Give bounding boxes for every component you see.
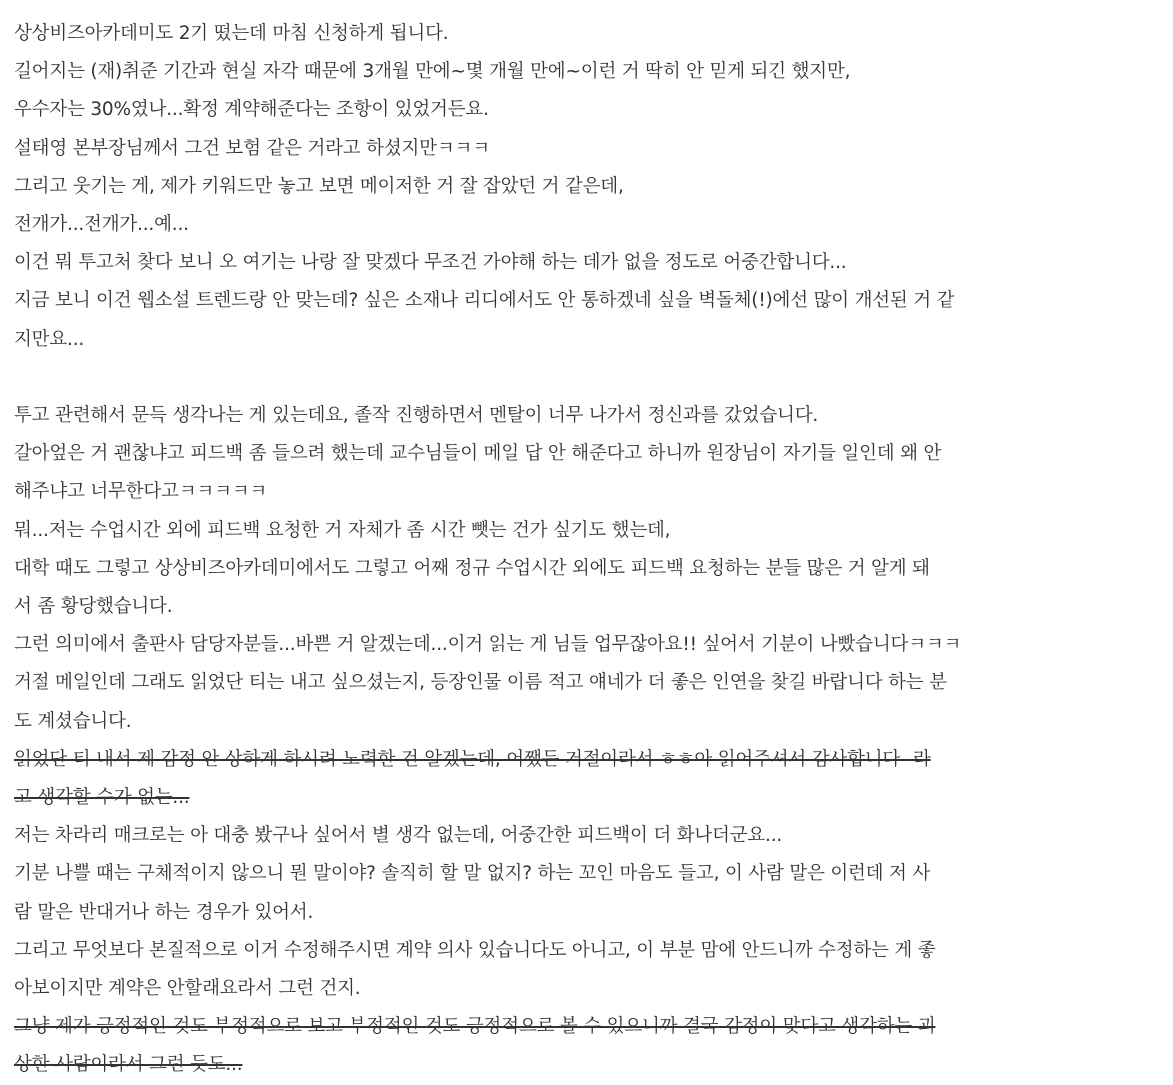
text-line: 그리고 웃기는 게, 제가 키워드만 놓고 보면 메이저한 거 잘 잡았던 거 같은데, [14, 175, 624, 197]
text-line: 그런 의미에서 출판사 담당자분들...바쁜 거 알겠는데...이거 읽는 게 님들 업무잖아요!! 싶어서 기분이 나빴습니다ㅋㅋㅋ [14, 634, 962, 656]
text-line: 기분 나쁠 때는 구체적이지 않으니 뭔 말이야? 솔직히 할 말 없지? 하는 꼬인 마음도 들고, 이 사람 말은 이런데 저 사 [14, 863, 931, 885]
text-line: 전개가...전개가...예... [14, 214, 189, 236]
text-line: 도 계셨습니다. [14, 710, 132, 732]
text-line: 거절 메일인데 그래도 읽었단 티는 내고 싶으셨는지, 등장인물 이름 적고 얘네가 더 좋은 인연을 찾길 바랍니다 하는 분 [14, 672, 947, 694]
text-line: 대학 때도 그렇고 상상비즈아카데미에서도 그렇고 어째 정규 수업시간 외에도 피드백 요청하는 분들 많은 거 알게 돼 [14, 557, 930, 579]
text-line: 길어지는 (재)취준 기간과 현실 자각 때문에 3개월 만에~몇 개월 만에~이런 거 딱히 안 믿게 되긴 했지만, [14, 61, 851, 83]
text-line: 상상비즈아카데미도 2기 떴는데 마침 신청하게 됩니다. [14, 23, 449, 44]
text-line: 저는 차라리 매크로는 아 대충 봤구나 싶어서 별 생각 없는데, 어중간한 피드백이 더 화나더군요... [14, 825, 783, 847]
text-line: 아보이지만 계약은 안할래요라서 그런 건지. [14, 978, 361, 1000]
strikethrough-line: 고 생각할 수가 없는... [14, 787, 190, 809]
text-line: 지금 보니 이건 웹소설 트렌드랑 안 맞는데? 싶은 소재나 리디에서도 안 통하겠네 싶을 벽돌체(!)에선 많이 개선된 거 같 [14, 290, 955, 312]
text-line: 지만요... [14, 328, 85, 350]
text-line: 갈아엎은 거 괜찮냐고 피드백 좀 들으려 했는데 교수님들이 메일 답 안 해준다고 하니까 원장님이 자기들 일인데 왜 안 [14, 443, 942, 465]
text-line: 이건 뭐 투고처 찾다 보니 오 여기는 나랑 잘 맞겠다 무조건 가야해 하는 데가 없을 정도로 어중간합니다... [14, 252, 847, 274]
strikethrough-line: 그냥 제가 긍정적인 것도 부정적으로 보고 부정적인 것도 긍정적으로 볼 수 있으니까 결국 감정이 맞다고 생각하는 괴 [14, 1016, 936, 1038]
text-line: 우수자는 30%였나...확정 계약해준다는 조항이 있었거든요. [14, 99, 489, 121]
text-line: 투고 관련해서 문득 생각나는 게 있는데요, 졸작 진행하면서 멘탈이 너무 나가서 정신과를 갔었습니다. [14, 405, 819, 427]
text-line: 그리고 무엇보다 본질적으로 이거 수정해주시면 계약 의사 있습니다도 아니고, 이 부분 맘에 안드니까 수정하는 게 좋 [14, 939, 936, 961]
strikethrough-line: 읽었단 티 내서 제 감정 안 상하게 하시려 노력한 건 알겠는데, 어쨌든 거절이라서 ㅎㅎ아 읽어주셔서 감사합니다--라 [14, 748, 931, 770]
text-line: 해주냐고 너무한다고ㅋㅋㅋㅋㅋ [14, 481, 268, 503]
strikethrough-line: 상한 사람이라서 그런 듯도... [14, 1054, 243, 1076]
post-body [14, 15, 1154, 1085]
text-line: 서 좀 황당했습니다. [14, 596, 173, 618]
text-line: 설태영 본부장님께서 그건 보험 같은 거라고 하셨지만ㅋㅋㅋ [14, 137, 490, 159]
text-line: 뭐...저는 수업시간 외에 피드백 요청한 거 자체가 좀 시간 뺏는 건가 싶기도 했는데, [14, 519, 671, 541]
paragraph-spacer [14, 359, 1154, 397]
text-line: 람 말은 반대거나 하는 경우가 있어서. [14, 901, 314, 923]
